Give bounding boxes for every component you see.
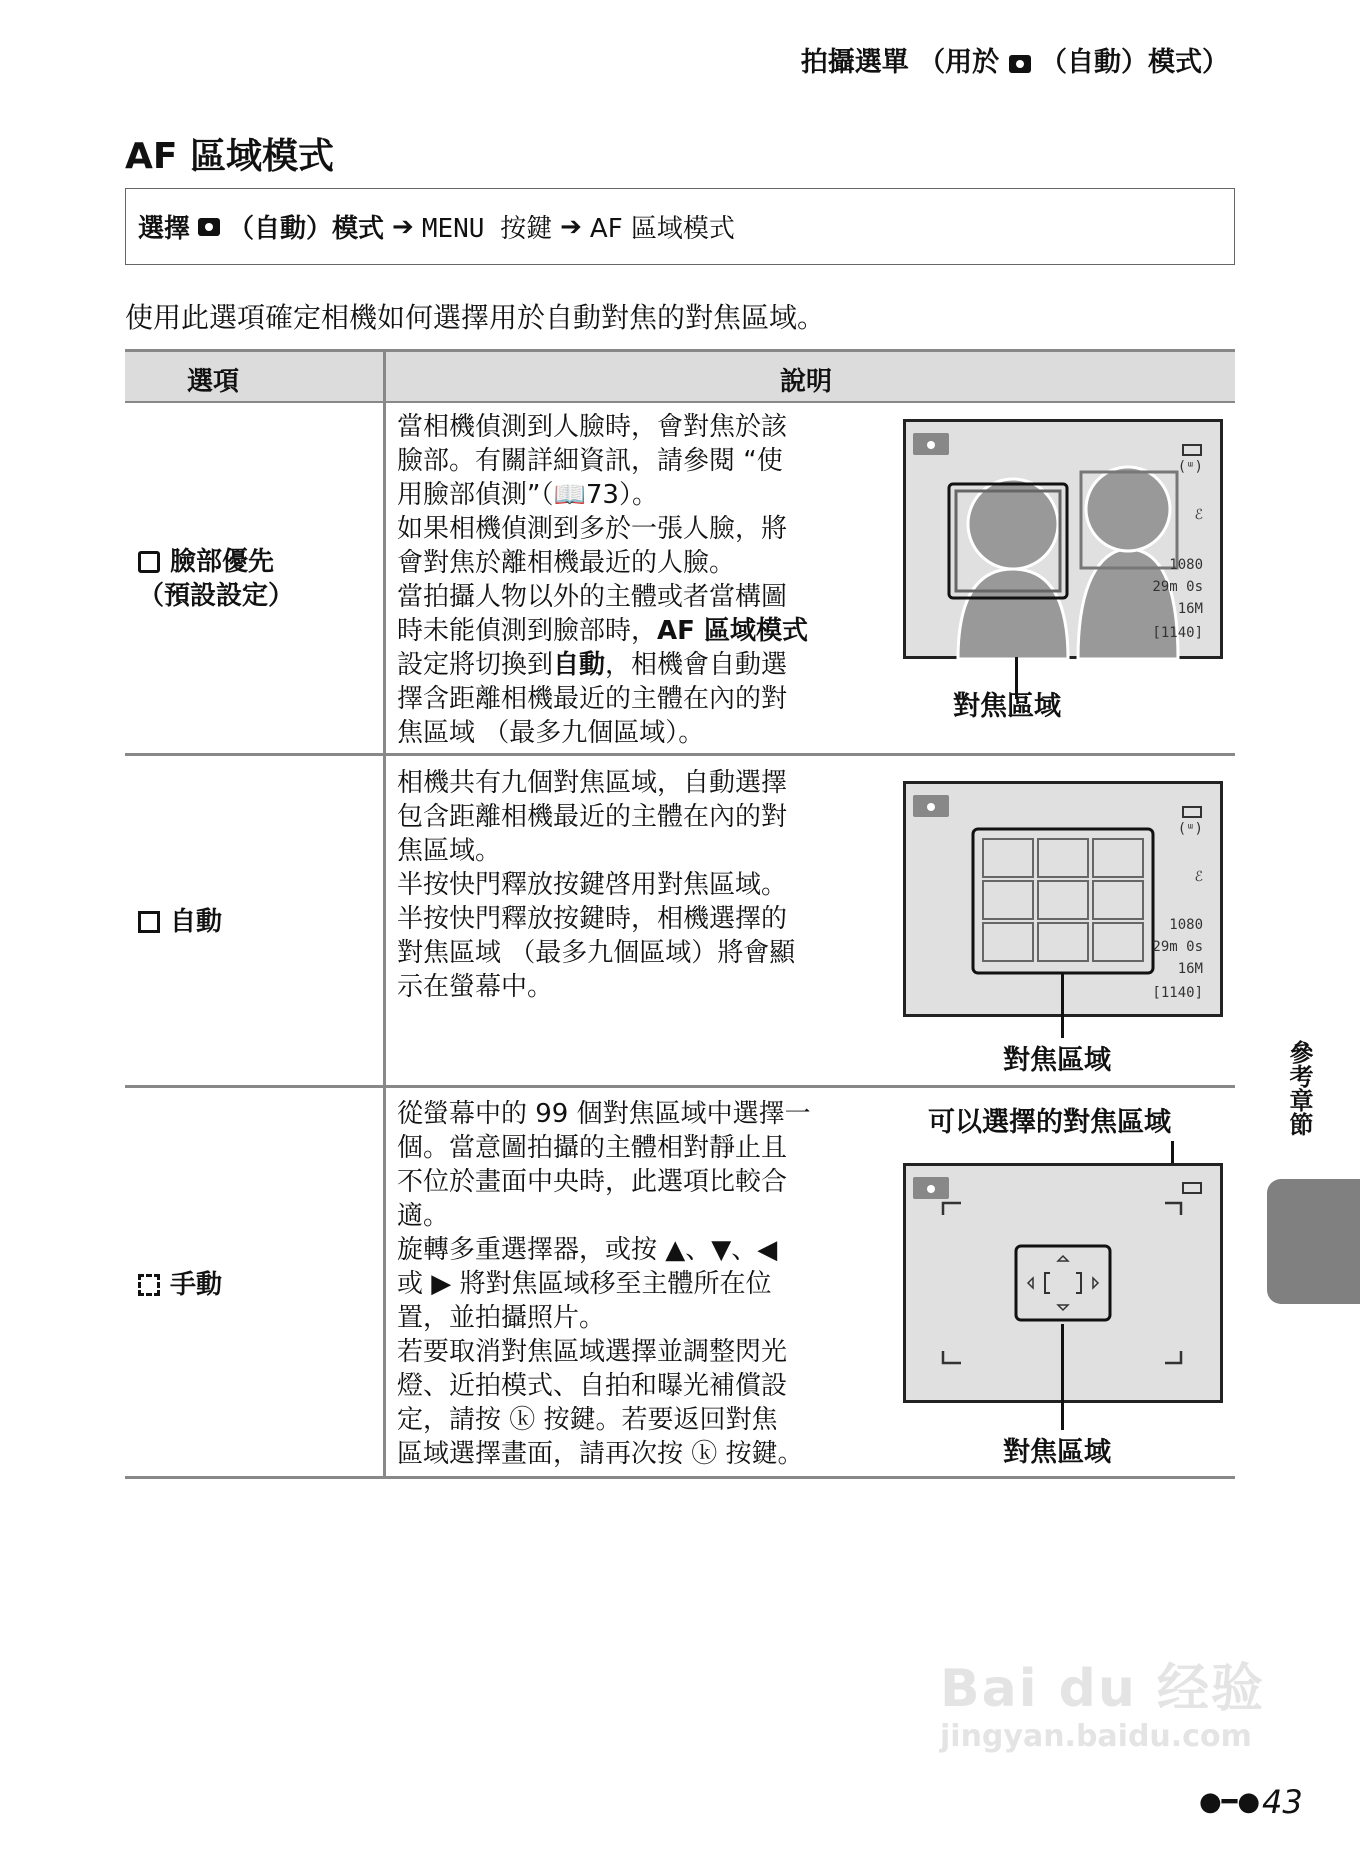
description-line (397, 868, 867, 902)
text-segment: 當拍攝人物以外的主體或者當構圖 (397, 582, 788, 612)
description-line (397, 1165, 867, 1199)
manual-area-icon (138, 1274, 160, 1296)
text-segment: 對焦區域 （最多九個區域）將會顯 (397, 938, 796, 968)
text-segment: 示在螢幕中。 (397, 972, 554, 1002)
leader-line (1061, 1324, 1064, 1430)
menu-path-box (125, 188, 1235, 265)
text-segment: 從螢幕中的 99 個對焦區域中選擇一 (397, 1099, 811, 1129)
description-line (397, 1437, 867, 1471)
bold-text: AF 區域模式 (657, 616, 808, 646)
svg-text:ℰ: ℰ (1194, 507, 1203, 523)
text-segment: 📖73）。 (553, 480, 658, 510)
header-title-mode: （自動）模式） (1040, 47, 1229, 78)
header-description: 說明 (780, 367, 833, 397)
description-line (397, 410, 867, 444)
text-segment: 旋轉多重選擇器，或按 ▲、▼、◀ (397, 1235, 778, 1265)
description-line (397, 580, 867, 614)
svg-text:(ᵚ): (ᵚ) (1177, 459, 1203, 475)
selectable-area-label: 可以選擇的對焦區域 (928, 1107, 1171, 1138)
camera-screen-face-priority (903, 419, 1223, 659)
focus-area-label: 對焦區域 (1003, 1437, 1111, 1468)
svg-text:(ᵚ): (ᵚ) (1177, 821, 1203, 837)
face-priority-icon (138, 551, 160, 573)
description-auto (397, 766, 867, 1004)
description-line (397, 1335, 867, 1369)
text-segment: 或 ▶ 將對焦區域移至主體所在位 (397, 1269, 772, 1299)
text-segment: 包含距離相機最近的主體在內的對 (397, 802, 788, 832)
page-number-text: 43 (1262, 1783, 1303, 1821)
text-segment: 用臉部偵測”（ (397, 480, 554, 510)
text-segment: 區域選擇畫面，請再次按 ⓚ 按鍵。 (397, 1439, 804, 1469)
remaining-time: 29m 0s (1152, 939, 1203, 955)
leader-line (1061, 973, 1064, 1038)
text-segment: 焦區域 （最多九個區域）。 (397, 718, 705, 748)
text-segment: 擇含距離相機最近的主體在內的對 (397, 684, 788, 714)
movie-size: 1080 (1169, 917, 1203, 933)
table-header (125, 352, 1235, 401)
description-line (397, 936, 867, 970)
intro-text: 使用此選項確定相機如何選擇用於自動對焦的對焦區域。 (125, 301, 826, 334)
image-size: 16M (1177, 961, 1203, 977)
option-face-priority (138, 545, 294, 613)
baidu-watermark: Bai du 经验 jingyan.baidu.com (940, 1659, 1265, 1754)
text-segment: 半按快門釋放按鍵啓用對焦區域。 (397, 870, 788, 900)
text-segment: 個。當意圖拍攝的主體相對靜止且 (397, 1133, 788, 1163)
text-segment: 置，並拍攝照片。 (397, 1303, 606, 1333)
description-line (397, 1131, 867, 1165)
movie-size: 1080 (1169, 557, 1203, 573)
text-segment: 如果相機偵測到多於一張人臉，將 (397, 514, 788, 544)
camera-icon (198, 218, 220, 236)
auto-area-icon (138, 911, 160, 933)
path-target: AF 區域模式 (589, 214, 735, 244)
path-menu: MENU 按鍵 (421, 214, 553, 244)
focus-area-label: 對焦區域 (1003, 1045, 1111, 1076)
text-segment: 若要取消對焦區域選擇並調整閃光 (397, 1337, 788, 1367)
description-line (397, 682, 867, 716)
side-tab (1267, 1179, 1360, 1304)
option-manual (138, 1268, 222, 1302)
remaining-time: 29m 0s (1152, 579, 1203, 595)
svg-text:ℰ: ℰ (1194, 869, 1203, 885)
description-line (397, 444, 867, 478)
text-segment: 臉部。有關詳細資訊，請參閱 “使 (397, 446, 783, 476)
divider (125, 401, 1235, 403)
description-line (397, 614, 867, 648)
text-segment: 適。 (397, 1201, 450, 1231)
description-line (397, 1199, 867, 1233)
description-line (397, 546, 867, 580)
side-tab-label: 參考章節 (1285, 1040, 1313, 1136)
text-segment: 定，請按 ⓚ 按鍵。若要返回對焦 (397, 1405, 778, 1435)
description-line (397, 902, 867, 936)
text-segment: 會對焦於離相機最近的人臉。 (397, 548, 736, 578)
description-line (397, 1301, 867, 1335)
text-segment: 焦區域。 (397, 836, 502, 866)
description-line (397, 766, 867, 800)
arrow-icon: ➔ (560, 211, 582, 242)
text-segment: 燈、近拍模式、自拍和曝光補償設 (397, 1371, 788, 1401)
description-line (397, 1267, 867, 1301)
description-line (397, 478, 867, 512)
camera-icon (1009, 55, 1031, 73)
image-size: 16M (1177, 601, 1203, 617)
description-line (397, 512, 867, 546)
text-segment: ，相機會自動選 (605, 650, 788, 680)
column-divider (383, 352, 386, 1478)
divider (125, 1085, 1235, 1088)
option-auto (138, 905, 222, 939)
path-select: 選擇 (138, 214, 191, 244)
path-mode: （自動）模式 (228, 214, 385, 244)
description-line (397, 1369, 867, 1403)
text-segment: 半按快門釋放按鍵時，相機選擇的 (397, 904, 788, 934)
header-option: 選項 (187, 367, 240, 397)
bold-text: 自動 (553, 650, 606, 680)
table-bottom-border (125, 1476, 1235, 1479)
focus-area-label: 對焦區域 (953, 691, 1061, 722)
description-line (397, 834, 867, 868)
page-title: AF 區域模式 (125, 136, 334, 177)
option-sub-label: （預設設定） (138, 581, 295, 611)
text-segment: 相機共有九個對焦區域，自動選擇 (397, 768, 788, 798)
text-segment: 時未能偵測到臉部時， (397, 616, 658, 646)
text-segment: 不位於畫面中央時，此選項比較合 (397, 1167, 788, 1197)
description-line (397, 800, 867, 834)
description-face-priority (397, 410, 867, 750)
option-label: 臉部優先 (170, 547, 275, 577)
description-line (397, 1097, 867, 1131)
arrow-icon: ➔ (392, 211, 414, 242)
header-title: 拍攝選單 （用於 (800, 47, 1000, 78)
option-label: 手動 (170, 1270, 223, 1300)
page-number (1199, 1783, 1303, 1821)
divider (125, 753, 1235, 756)
description-line (397, 648, 867, 682)
description-line (397, 716, 867, 750)
description-line (397, 970, 867, 1004)
text-segment: 當相機偵測到人臉時，會對焦於該 (397, 412, 788, 442)
binoculars-icon: ●━● (1199, 1787, 1261, 1817)
option-label: 自動 (170, 907, 223, 937)
description-manual (397, 1097, 867, 1471)
description-line (397, 1233, 867, 1267)
text-segment: 設定將切換到 (397, 650, 554, 680)
page-header (801, 40, 1229, 79)
description-line (397, 1403, 867, 1437)
remaining-shots: [1140] (1152, 985, 1203, 1001)
remaining-shots: [1140] (1152, 625, 1203, 641)
